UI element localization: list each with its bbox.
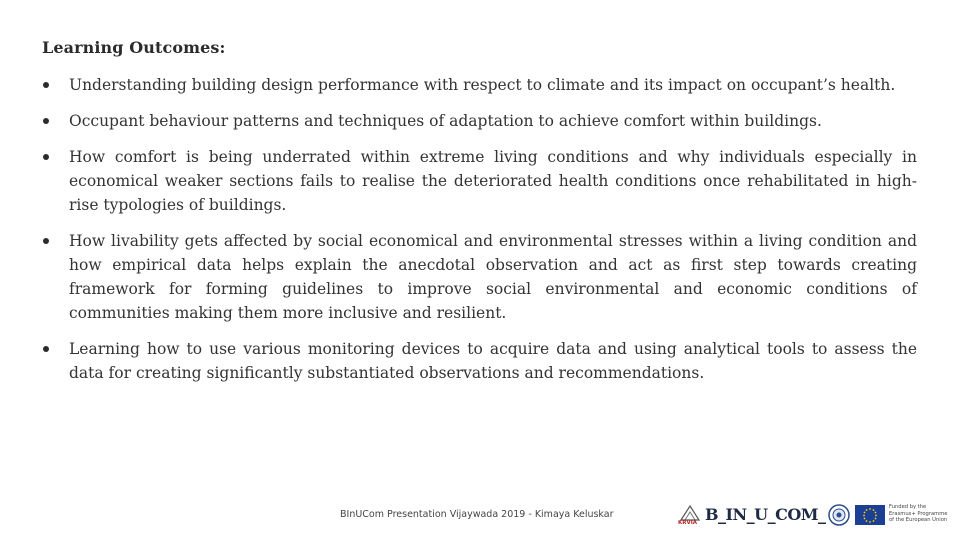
eu-text-line: Funded by the bbox=[889, 504, 927, 510]
footer-caption: BInUCom Presentation Vijaywada 2019 - Kimaya Keluskar bbox=[340, 509, 614, 520]
eu-text-line: Erasmus+ Programme bbox=[889, 510, 948, 517]
list-item bbox=[42, 73, 917, 97]
outcome-text: Occupant behaviour patterns and techniques of adaptation to achieve comfort within buildings. bbox=[69, 112, 822, 130]
outcome-text: How comfort is being underrated within extreme living conditions and why individuals especially in economical weaker sections fails to realise the deteriorated health conditions once rehabilitated in high-rise typologies of buildings. bbox=[69, 148, 917, 214]
learning-outcomes-list bbox=[42, 73, 917, 397]
page-title: Learning Outcomes: bbox=[42, 38, 226, 57]
eu-text-line: of the European Union bbox=[889, 517, 948, 523]
bullet-dot-icon bbox=[43, 238, 49, 244]
list-item bbox=[42, 229, 917, 325]
partner-logos bbox=[678, 500, 950, 530]
eu-funding-text bbox=[889, 504, 951, 524]
binucom-logo: B_IN_U_COM_ bbox=[705, 505, 826, 524]
eu-flag-icon bbox=[855, 505, 885, 525]
krvia-logo-text: KRVIA bbox=[678, 520, 698, 526]
bullet-dot-icon bbox=[43, 154, 49, 160]
institution-seal-icon bbox=[828, 504, 850, 526]
bullet-dot-icon bbox=[43, 82, 49, 88]
list-item bbox=[42, 109, 917, 133]
outcome-text: Learning how to use various monitoring devices to acquire data and using analytical tools to assess the data for creating significantly substantiated observations and recommendations. bbox=[69, 340, 917, 382]
bullet-dot-icon bbox=[43, 346, 49, 352]
outcome-text: Understanding building design performance with respect to climate and its impact on occupant’s health. bbox=[69, 76, 896, 94]
list-item bbox=[42, 337, 917, 385]
outcome-text: How livability gets affected by social economical and environmental stresses within a living condition and how empirical data helps explain the anecdotal observation and act as first step towards creating framework for forming guidelines to improve social environmental and economic conditions of communities making them more inclusive and resilient. bbox=[69, 232, 917, 322]
list-item bbox=[42, 145, 917, 217]
bullet-dot-icon bbox=[43, 118, 49, 124]
